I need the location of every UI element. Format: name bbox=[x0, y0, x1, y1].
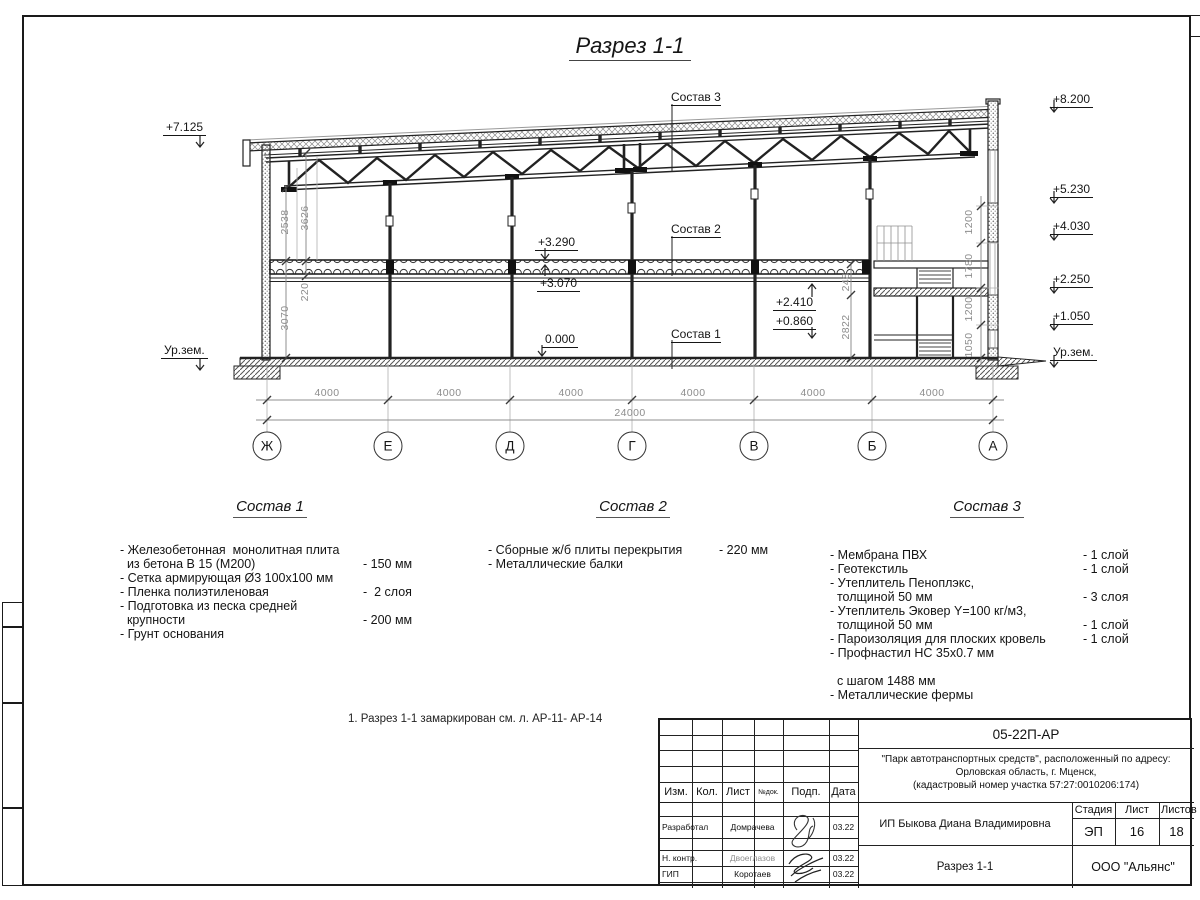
list-item: - Геотекстиль - 1 слой bbox=[830, 562, 1129, 576]
stamp-stage-value: ЭП bbox=[1084, 824, 1103, 839]
list-item: - Сетка армирующая Ø3 100х100 мм bbox=[120, 571, 334, 585]
list-item: толщиной 50 мм - 3 слоя bbox=[830, 590, 1129, 604]
right-wall bbox=[988, 101, 998, 360]
axis-bubble-v: В bbox=[740, 432, 769, 461]
list-item: - Утеплитель Эковер Y=100 кг/м3, bbox=[830, 604, 1027, 618]
list-item: - Пленка полиэтиленовая - 2 слоя bbox=[120, 585, 412, 599]
stamp-project-line2: Орловская область, г. Мценск, bbox=[955, 767, 1097, 778]
drawing-note: 1. Разрез 1-1 замаркирован см. л. АР-11- АР-14 bbox=[348, 713, 603, 725]
level-zero: 0.000 bbox=[542, 332, 578, 348]
elevation-left-top: +7.125 bbox=[163, 120, 206, 136]
stamp-col-data: Дата bbox=[831, 786, 856, 798]
list-item: - Подготовка из песка средней bbox=[120, 599, 298, 613]
stamp-section-name: Разрез 1-1 bbox=[936, 860, 994, 873]
list-item: толщиной 50 мм - 1 слой bbox=[830, 618, 1129, 632]
list-item: - Мембрана ПВХ - 1 слой bbox=[830, 548, 1129, 562]
stamp-sheets-value: 18 bbox=[1169, 824, 1184, 839]
dimension-lines bbox=[256, 152, 1004, 420]
axis-bubble-d: Д bbox=[496, 432, 525, 461]
stamp-name-ncontrol: Двоеглазов bbox=[729, 853, 776, 863]
list-item: с шагом 1488 мм bbox=[830, 674, 936, 688]
dim-220: 220 bbox=[299, 282, 311, 302]
stamp-col-podp: Подп. bbox=[791, 786, 821, 798]
level-slab-bottom: +3.070 bbox=[537, 276, 580, 292]
elevation-ground-left: Ур.зем. bbox=[161, 343, 208, 359]
list-item: - Профнастил НС 35х0.7 мм bbox=[830, 646, 995, 660]
dim-2822: 2822 bbox=[840, 314, 852, 340]
drawing-title: Разрез 1-1 bbox=[500, 33, 760, 59]
callout-sostav1: Состав 1 bbox=[671, 327, 721, 341]
dim-3626: 3626 bbox=[299, 205, 311, 231]
list-item: - Грунт основания bbox=[120, 627, 225, 641]
composition-1-title: Состав 1 bbox=[120, 500, 420, 514]
list-item: - Металлические балки bbox=[488, 557, 623, 571]
stamp-col-list: Лист bbox=[726, 786, 750, 798]
stamp-role-gip: ГИП bbox=[662, 869, 679, 879]
title-block bbox=[658, 718, 1197, 886]
list-item: - Утеплитель Пеноплэкс, bbox=[830, 576, 975, 590]
stamp-project-line1: "Парк автотранспортных средств", расположенный по адресу: bbox=[881, 754, 1171, 765]
dim-right-1050: 1050 bbox=[963, 332, 975, 358]
stamp-role-developer: Разработал bbox=[662, 822, 709, 832]
dimension-ticks bbox=[263, 149, 997, 424]
elevation-r4: +2.250 bbox=[1050, 272, 1093, 288]
ground-slab bbox=[234, 357, 1046, 379]
stamp-name-developer: Домрачева bbox=[730, 822, 775, 832]
elevation-r5: +1.050 bbox=[1050, 309, 1093, 325]
stamp-name-gip: Коротаев bbox=[734, 869, 771, 879]
axis-bubble-g: Г bbox=[618, 432, 647, 461]
stamp-col-kol: Кол. bbox=[696, 786, 718, 798]
list-item: из бетона В 15 (М200) - 150 мм bbox=[120, 557, 413, 571]
elevation-r1: +8.200 bbox=[1050, 92, 1093, 108]
elevation-r3: +4.030 bbox=[1050, 219, 1093, 235]
dim-right-1200a: 1200 bbox=[963, 209, 975, 235]
axis-bubble-b: Б bbox=[858, 432, 887, 461]
dim-right-1200b: 1200 bbox=[963, 296, 975, 322]
stamp-doc-number: 05-22П-АР bbox=[992, 726, 1060, 742]
left-wall bbox=[262, 145, 270, 360]
composition-3-title: Состав 3 bbox=[830, 500, 1144, 514]
elevation-r2: +5.230 bbox=[1050, 182, 1093, 198]
elevation-ground-right: Ур.зем. bbox=[1050, 345, 1097, 361]
callout-sostav2: Состав 2 bbox=[671, 222, 721, 236]
stamp-sheet-value: 16 bbox=[1129, 824, 1145, 839]
list-item: крупности - 200 мм bbox=[120, 613, 413, 627]
dim-span-2: 4000 bbox=[436, 387, 462, 399]
dim-span-6: 4000 bbox=[919, 387, 945, 399]
stamp-col-ndok: №док. bbox=[758, 788, 779, 796]
composition-2-title: Состав 2 bbox=[488, 500, 778, 514]
stamp-project-line3: (кадастровый номер участка 57:27:0010206:174) bbox=[912, 780, 1140, 791]
list-item bbox=[830, 660, 1144, 674]
level-slab-top: +3.290 bbox=[535, 235, 578, 251]
dim-span-3: 4000 bbox=[558, 387, 584, 399]
stamp-client: ИП Быкова Диана Владимировна bbox=[879, 817, 1051, 830]
axis-bubble-zh: Ж bbox=[253, 432, 282, 461]
stamp-date-ncontrol: 03.22 bbox=[832, 853, 855, 863]
dim-2538: 2538 bbox=[279, 209, 291, 235]
level-stair-low: +0.860 bbox=[773, 314, 816, 330]
dim-span-1: 4000 bbox=[314, 387, 340, 399]
stamp-col-izm: Изм. bbox=[664, 786, 688, 798]
list-item: - Железобетонная монолитная плита bbox=[120, 543, 340, 557]
stamp-date-developer: 03.22 bbox=[832, 822, 855, 832]
dim-right-1780: 1780 bbox=[963, 253, 975, 279]
stamp-stage-label: Стадия bbox=[1074, 804, 1113, 816]
axis-bubble-a: А bbox=[979, 432, 1008, 461]
stamp-role-ncontrol: Н. контр. bbox=[662, 853, 698, 863]
dim-span-4: 4000 bbox=[680, 387, 706, 399]
axis-bubble-e: Е bbox=[374, 432, 403, 461]
list-item: - Металлические фермы bbox=[830, 688, 974, 702]
callout-sostav3: Состав 3 bbox=[671, 90, 721, 104]
level-stair-up: +2.410 bbox=[773, 295, 816, 311]
stamp-sheets-label: Листов bbox=[1161, 804, 1197, 816]
dim-total: 24000 bbox=[614, 407, 646, 419]
stamp-sheet-label: Лист bbox=[1125, 804, 1149, 816]
signature-strokes bbox=[783, 808, 829, 888]
dim-span-5: 4000 bbox=[800, 387, 826, 399]
list-item: - Сборные ж/б плиты перекрытия - 220 мм bbox=[488, 543, 769, 557]
dim-3070: 3070 bbox=[279, 305, 291, 331]
stamp-date-gip: 03.22 bbox=[832, 869, 855, 879]
stamp-company: ООО "Альянс" bbox=[1091, 859, 1175, 874]
list-item: - Пароизоляция для плоских кровель - 1 слой bbox=[830, 632, 1129, 646]
dim-248: 248 bbox=[840, 272, 852, 292]
